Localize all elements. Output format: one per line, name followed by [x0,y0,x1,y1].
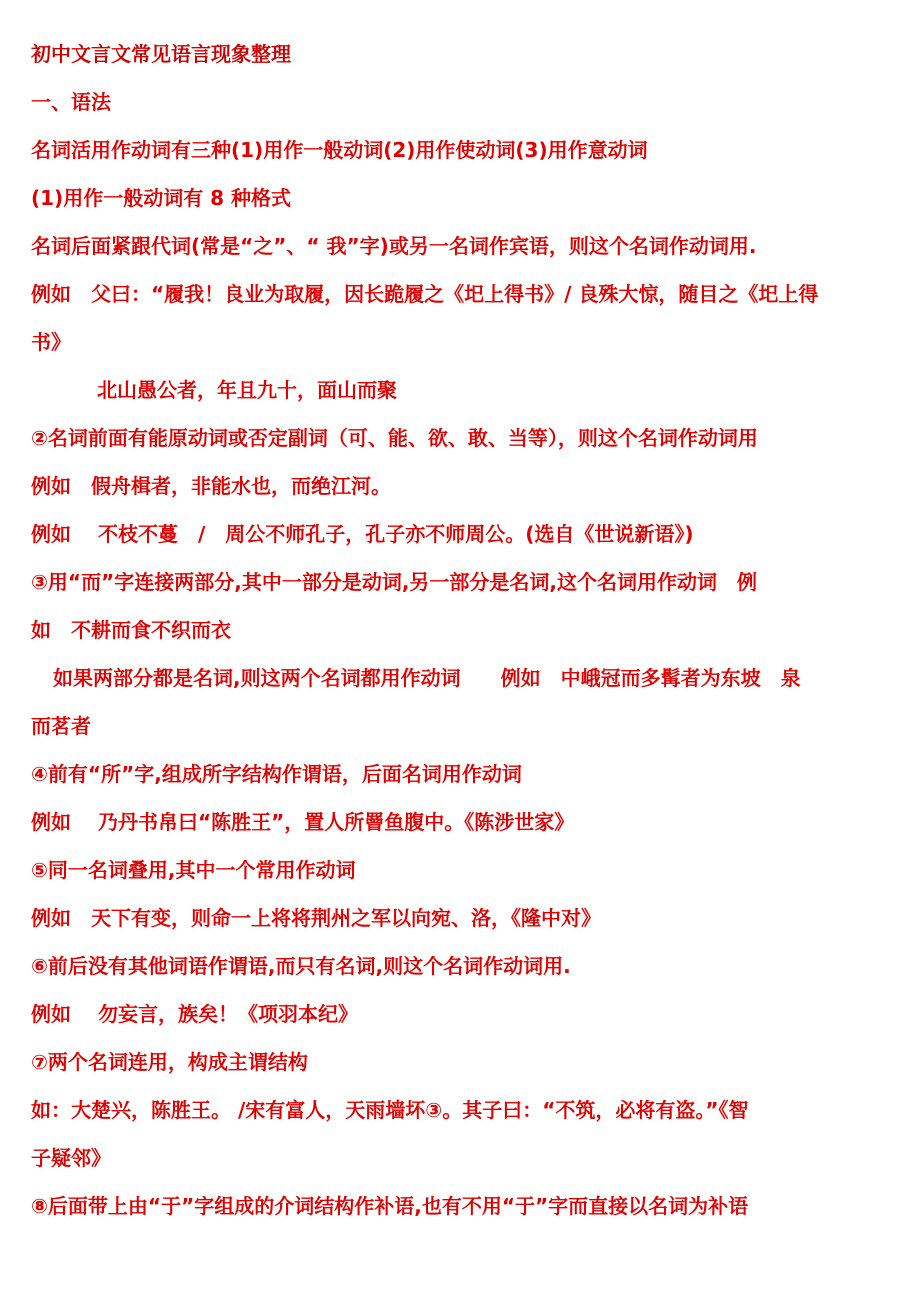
text-line: 例如 乃丹书帛曰“陈胜王”，置人所罾鱼腹中。《陈涉世家》 [31,810,575,834]
text-line: 例如 假舟楫者，非能水也，而绝江河。 [31,474,391,498]
text-line: ⑤同一名词叠用,其中一个常用作动词 [31,858,356,882]
text-line: 例如 不枝不蔓 / 周公不师孔子，孔子亦不师周公。(选自《世说新语》) [31,522,694,546]
text-line: 例如 父曰：“履我！良业为取履，因长跪履之《圯上得书》/ 良殊大惊，随目之《圯上得 [31,282,819,306]
text-line: 名词活用作动词有三种(1)用作一般动词(2)用作使动词(3)用作意动词 [31,138,648,162]
text-line: 例如 天下有变，则命一上将将荆州之军以向宛、洛，《隆中对》 [31,906,601,930]
text-line: ⑧后面带上由“于”字组成的介词结构作补语,也有不用“于”字而直接以名词为补语 [31,1194,749,1218]
text-line: ④前有“所”字,组成所字结构作谓语，后面名词用作动词 [31,762,522,786]
text-line: 例如 勿妄言，族矣！《项羽本纪》 [31,1002,358,1026]
section-heading: 一、语法 [31,90,111,114]
text-line: ③用“而”字连接两部分,其中一部分是动词,另一部分是名词,这个名词用作动词 例 [31,570,758,594]
text-line: ②名词前面有能原动词或否定副词（可、能、欲、敢、当等），则这个名词作动词用 [31,426,758,450]
text-line: 而茗者 [31,714,91,738]
text-line: 书》 [31,330,71,354]
text-line: ⑥前后没有其他词语作谓语,而只有名词,则这个名词作动词用. [31,954,571,978]
text-line: 北山愚公者，年且九十，面山而聚 [97,378,397,402]
text-line: ⑦两个名词连用，构成主谓结构 [31,1050,308,1074]
document-title: 初中文言文常见语言现象整理 [31,42,291,66]
text-line: 如：大楚兴，陈胜王。 /宋有富人，天雨墙坏③。其子曰：“不筑，必将有盗。”《智 [31,1098,749,1122]
text-line: (1)用作一般动词有 8 种格式 [31,186,292,210]
text-line: 如 不耕而食不织而衣 [31,618,231,642]
text-line: 名词后面紧跟代词(常是“之”、“ 我”字)或另一名词作宾语，则这个名词作动词用. [31,234,757,258]
text-line: 子疑邻》 [31,1146,111,1170]
text-line: 如果两部分都是名词,则这两个名词都用作动词 例如 中峨冠而多髯者为东坡 泉 [53,666,801,690]
